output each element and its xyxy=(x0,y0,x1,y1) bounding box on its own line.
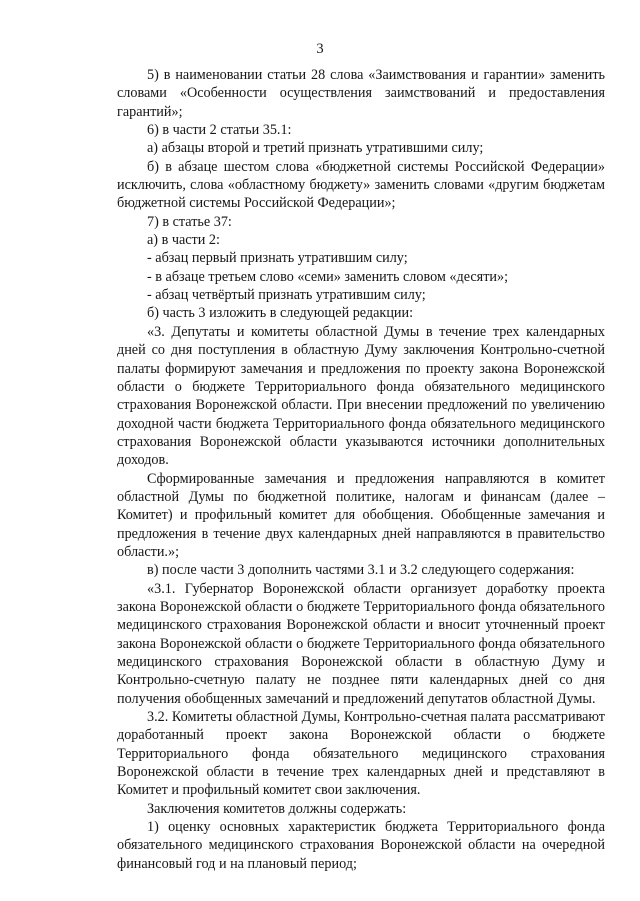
paragraph-dash-1: - абзац первый признать утратившим силу; xyxy=(147,250,408,267)
paragraph-part3-1: «3.1. Губернатор Воронежской области организует доработку проекта закона Воронежской области о бюджете Территориального фонда обязательного медицинского страхования Воронежской области и вносит уточненный проект закона Воронежской области о бюджете Территориального фонда обязательного медицинского страхования Воронежской области в областную Думу и Контрольно-счетную палату не позднее пяти календарных дней со дня получения обобщенных замечаний и предложений депутатов областной Думы. xyxy=(117,580,605,707)
paragraph-conclusions-item-1: 1) оценку основных характеристик бюджета Территориального фонда обязательного медицинского страхования Воронежской области на очередной финансовый год и на плановый период; xyxy=(117,819,605,872)
paragraph-item-6: 6) в части 2 статьи 35.1: xyxy=(147,122,292,139)
document-body xyxy=(117,66,605,873)
paragraph-item-5: 5) в наименовании статьи 28 слова «Заимствования и гарантии» заменить словами «Особенности осуществления заимствований и предоставления гарантий»; xyxy=(117,67,605,120)
paragraph-sub-b: б) в абзаце шестом слова «бюджетной системы Российской Федерации» исключить, слова «областному бюджету» заменить словами «другим бюджетам бюджетной системы Российской Федерации»; xyxy=(117,158,605,212)
page-number: 3 xyxy=(316,41,324,57)
paragraph-sub-a: а) абзацы второй и третий признать утратившими силу; xyxy=(147,140,484,157)
paragraph-conclusions-intro: Заключения комитетов должны содержать: xyxy=(147,800,407,817)
paragraph-part3-text: «3. Депутаты и комитеты областной Думы в течение трех календарных дней со дня поступления в областную Думу заключения Контрольно-счетной палаты формируют замечания и предложения по проекту закона Воронежской области о бюджете Территориального фонда обязательного медицинского страхования Воронежской области. При внесении предложений по увеличению доходной части бюджета Территориального фонда обязательного медицинского страхования Воронежской области указываются источники дополнительных доходов. xyxy=(117,323,605,469)
paragraph-item-7: 7) в статье 37: xyxy=(147,213,232,230)
paragraph-dash-2: - в абзаце третьем слово «семи» заменить словом «десяти»; xyxy=(147,268,509,285)
paragraph-sub-b-part3: б) часть 3 изложить в следующей редакции: xyxy=(147,305,414,322)
paragraph-part3-2: 3.2. Комитеты областной Думы, Контрольно-счетная палата рассматривают доработанный проект закона Воронежской области о бюджете Территориального фонда обязательного медицинского страхования Воронежской области в течение трех календарных дней и представляют в Комитет и профильный комитет свои заключения. xyxy=(117,709,605,799)
paragraph-sub-v: в) после части 3 дополнить частями 3.1 и 3.2 следующего содержания: xyxy=(147,562,575,579)
paragraph-part3-continued: Сформированные замечания и предложения направляются в комитет областной Думы по бюджетной политике, налогам и финансам (далее – Комитет) и профильный комитет для обобщения. Обобщенные замечания и предложения в течение двух календарных дней направляются в правительство области.»; xyxy=(117,470,605,560)
paragraph-dash-3: - абзац четвёртый признать утратившим силу; xyxy=(147,287,426,304)
paragraph-sub-a-part2: а) в части 2: xyxy=(147,232,220,249)
